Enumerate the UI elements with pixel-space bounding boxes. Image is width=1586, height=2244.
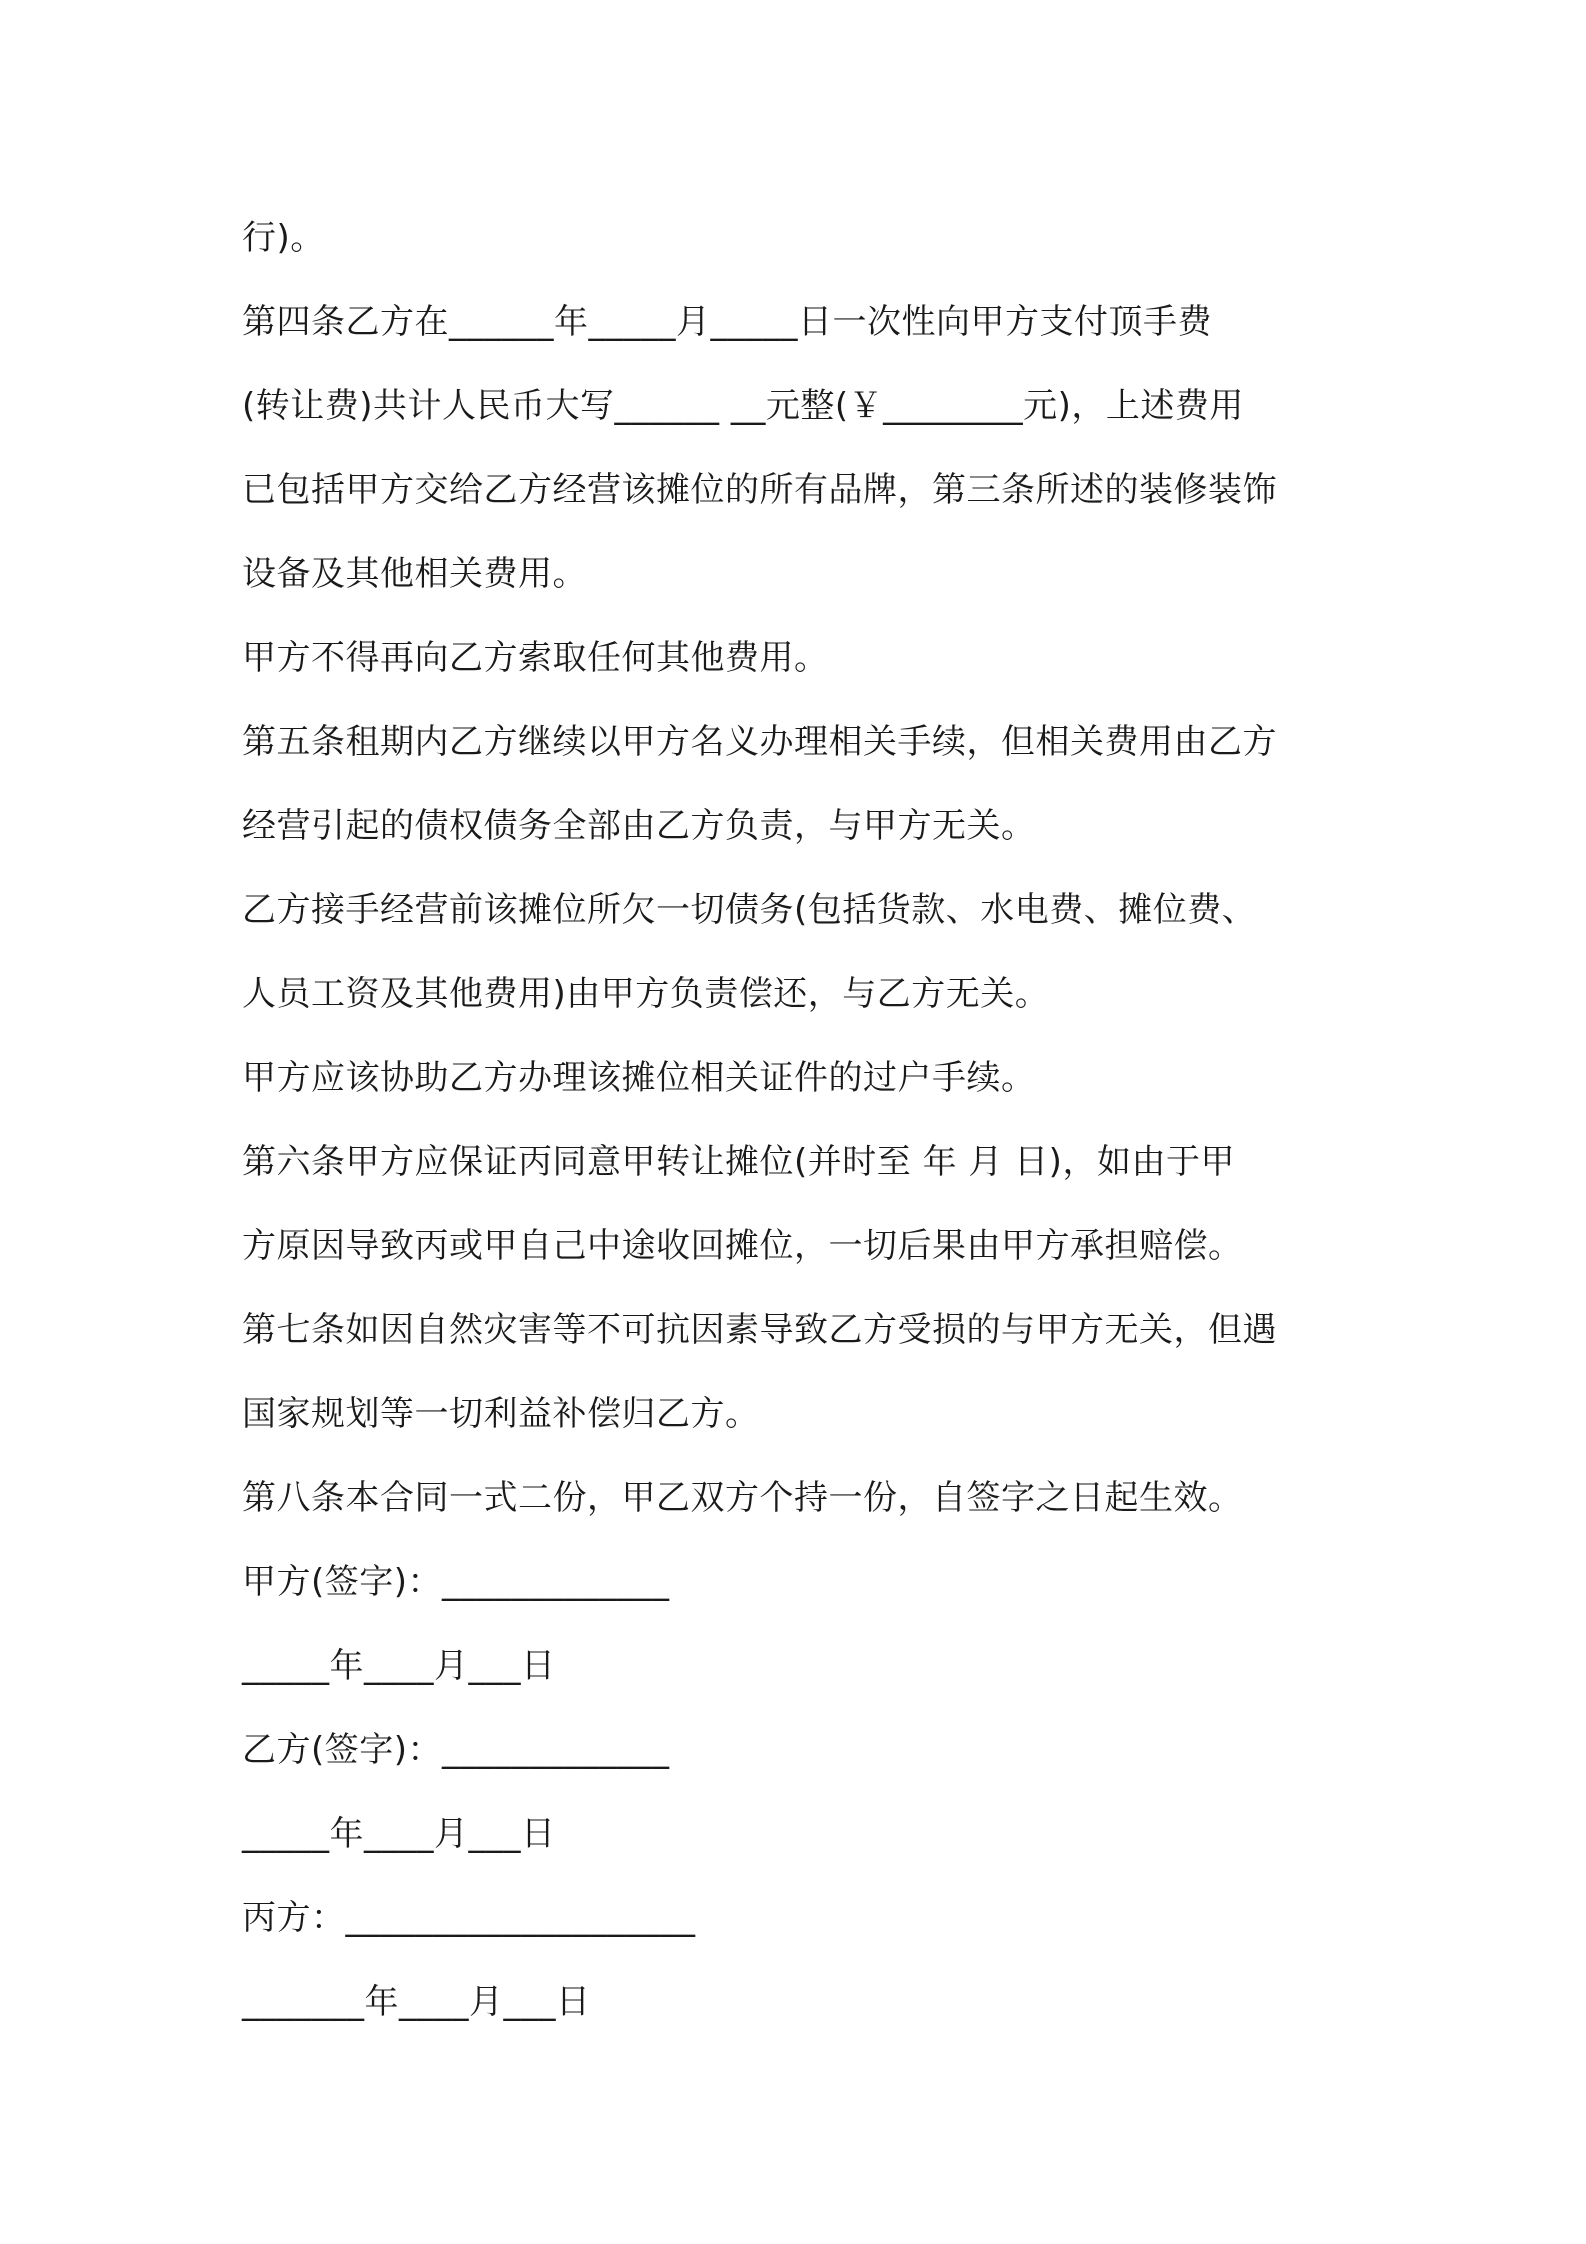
party-c-date-line: _______年____月___日: [242, 1982, 591, 2022]
text-line: 人员工资及其他费用)由甲方负责偿还，与乙方无关。: [242, 974, 1050, 1014]
article-7-line: 第七条如因自然灾害等不可抗因素导致乙方受损的与甲方无关，但遇: [242, 1310, 1277, 1350]
text-line: 已包括甲方交给乙方经营该摊位的所有品牌，第三条所述的装修装饰: [242, 470, 1277, 510]
text-line: (转让费)共计人民币大写______ __元整(￥________元)，上述费用: [242, 386, 1244, 426]
text-line: 国家规划等一切利益补偿归乙方。: [242, 1394, 760, 1434]
text-line: 乙方接手经营前该摊位所欠一切债务(包括货款、水电费、摊位费、: [242, 890, 1257, 930]
party-b-signature-line: 乙方(签字)：_____________: [242, 1730, 670, 1770]
text-line: 行)。: [242, 218, 325, 258]
party-c-signature-line: 丙方：____________________: [242, 1898, 696, 1938]
party-b-date-line: _____年____月___日: [242, 1814, 556, 1854]
text-line: 设备及其他相关费用。: [242, 554, 587, 594]
contract-body: [242, 196, 1362, 2044]
text-line: 经营引起的债权债务全部由乙方负责，与甲方无关。: [242, 806, 1036, 846]
text-line: 甲方不得再向乙方索取任何其他费用。: [242, 638, 829, 678]
article-8-line: 第八条本合同一式二份，甲乙双方个持一份，自签字之日起生效。: [242, 1478, 1243, 1518]
party-a-date-line: _____年____月___日: [242, 1646, 556, 1686]
article-5-line: 第五条租期内乙方继续以甲方名义办理相关手续，但相关费用由乙方: [242, 722, 1277, 762]
text-line: 方原因导致丙或甲自己中途收回摊位，一切后果由甲方承担赔偿。: [242, 1226, 1243, 1266]
article-6-line: 第六条甲方应保证丙同意甲转让摊位(并时至 年 月 日)，如由于甲: [242, 1142, 1235, 1182]
article-4-line: 第四条乙方在______年_____月_____日一次性向甲方支付顶手费: [242, 302, 1212, 342]
text-line: 甲方应该协助乙方办理该摊位相关证件的过户手续。: [242, 1058, 1036, 1098]
party-a-signature-line: 甲方(签字)：_____________: [242, 1562, 670, 1602]
